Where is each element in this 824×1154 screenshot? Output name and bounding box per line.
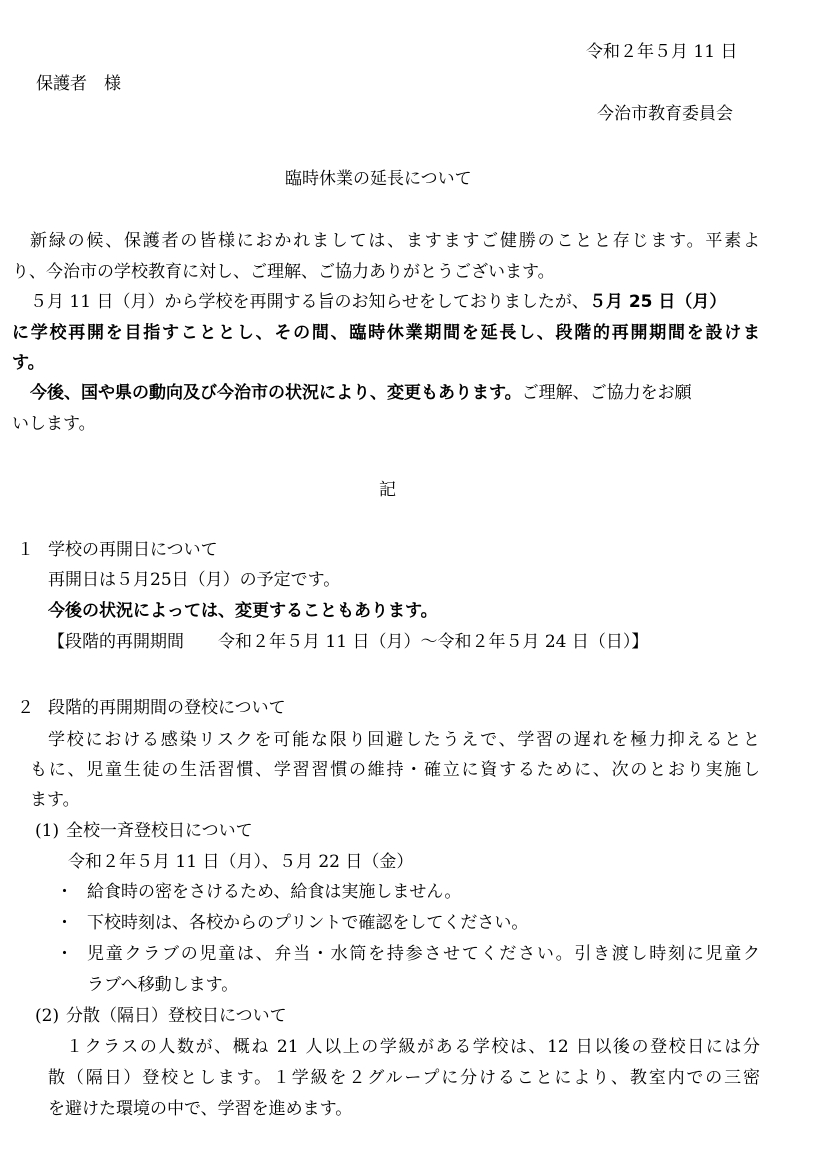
intro-line: 新緑の候、保護者の皆様におかれましては、ますますご健勝のことと存じます。平素よ — [30, 231, 760, 251]
bullet: ・ — [56, 944, 73, 964]
section-1-emphasis: 今後の状況によっては、変更することもあります。 — [48, 601, 438, 621]
document-date: 令和２年５月 11 日 — [586, 42, 738, 62]
section-2-heading: 段階的再開期間の登校について — [48, 698, 286, 718]
intro-text: ５月 11 日（月）から学校を再開する旨のお知らせをしておりましたが、 — [30, 292, 589, 312]
intro-line: いします。 — [12, 414, 96, 434]
section-1-number: １ — [17, 540, 34, 560]
section-1-heading: 学校の再開日について — [48, 540, 218, 560]
sub-1-label: (1) — [35, 821, 60, 841]
section-2-line: もに、児童生徒の生活習慣、学習習慣の維持・確立に資するために、次のとおり実施し — [30, 760, 760, 780]
sub-2-heading: 分散（隔日）登校日について — [66, 1006, 287, 1026]
sub-2-line: １クラスの人数が、概ね 21 人以上の学級がある学校は、12 日以後の登校日には分 — [66, 1037, 760, 1057]
section-2-line: 学校における感染リスクを可能な限り回避したうえで、学習の遅れを極力抑えるとと — [48, 730, 760, 750]
intro-emphasis-line: に学校再開を目指すこととし、その間、臨時休業期間を延長し、段階的再開期間を設けま — [12, 323, 760, 343]
list-item-continuation: ラブへ移動します。 — [87, 975, 239, 995]
intro-line: り、今治市の学校教育に対し、ご理解、ご協力ありがとうございます。 — [12, 262, 555, 282]
section-2-number: ２ — [17, 698, 34, 718]
bullet: ・ — [56, 882, 73, 902]
list-item: 児童クラブの児童は、弁当・水筒を持参させてください。引き渡し時刻に児童ク — [87, 944, 760, 964]
sub-2-line: 散（隔日）登校とします。１学級を２グループに分けることにより、教室内での三密 — [48, 1068, 760, 1088]
intro-line-mixed — [30, 290, 726, 314]
sender: 今治市教育委員会 — [597, 104, 733, 124]
section-1-line: 再開日は５月25日（月）の予定です。 — [48, 570, 341, 590]
intro-text: ご理解、ご協力をお願 — [521, 383, 692, 403]
section-2-line: ます。 — [30, 790, 80, 810]
sub-2-line: を避けた環境の中で、学習を進めます。 — [48, 1099, 353, 1119]
sub-2-label: (2) — [35, 1006, 60, 1026]
document-title: 臨時休業の延長について — [285, 169, 472, 189]
ki-marker: 記 — [379, 480, 396, 500]
intro-emphasis: ５月 25 日（月） — [588, 292, 727, 312]
list-item: 給食時の密をさけるため、給食は実施しません。 — [87, 882, 462, 902]
sub-1-heading: 全校一斉登校日について — [66, 821, 253, 841]
bullet: ・ — [56, 913, 73, 933]
list-item: 下校時刻は、各校からのプリントで確認をしてください。 — [87, 913, 529, 933]
intro-emphasis: 今後、国や県の動向及び今治市の状況により、変更もあります。 — [30, 383, 522, 403]
sub-1-dates: 令和２年５月 11 日（月）、５月 22 日（金） — [68, 852, 414, 872]
recipient: 保護者 様 — [36, 74, 121, 94]
intro-emphasis-line: す。 — [12, 353, 45, 373]
intro-line-mixed — [30, 381, 692, 405]
section-1-period: 【段階的再開期間 令和２年５月 11 日（月）～令和２年５月 24 日（日）】 — [48, 632, 649, 652]
